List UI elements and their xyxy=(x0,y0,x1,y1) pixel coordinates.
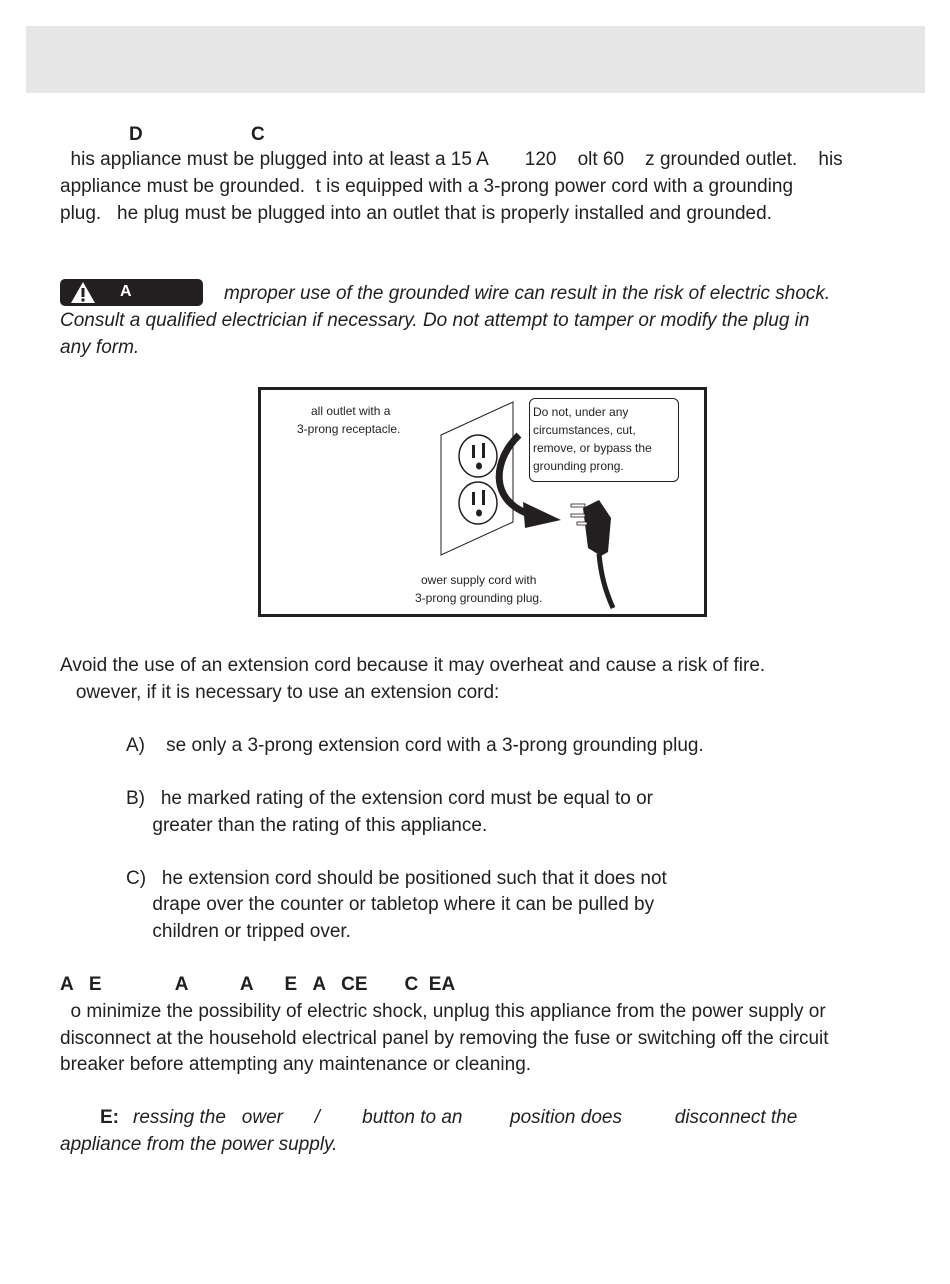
page-header-bar xyxy=(26,26,925,93)
section-heading-part-2: C xyxy=(251,124,265,145)
warning-text-line: Consult a qualified electrician if necessary. Do not attempt to tamper or modify the plug in xyxy=(60,310,810,331)
warning-badge-label: A xyxy=(120,283,132,300)
callout-text-line: remove, or bypass the xyxy=(533,441,652,455)
note-text-line: ressing the ower / button to an position does disconnect the xyxy=(133,1107,798,1128)
extension-item-b-line: greater than the rating of this appliance. xyxy=(126,815,488,836)
maintenance-paragraph-line: o minimize the possibility of electric shock, unplug this appliance from the power supply or xyxy=(60,1001,826,1022)
maintenance-paragraph-line: disconnect at the household electrical panel by removing the fuse or switching off the circuit xyxy=(60,1028,829,1049)
extension-item-c-line: children or tripped over. xyxy=(126,921,351,942)
grounding-paragraph-line: plug. he plug must be plugged into an outlet that is properly installed and grounded. xyxy=(60,203,772,224)
grounding-paragraph-line: his appliance must be plugged into at least a 15 A 120 olt 60 z grounded outlet. his xyxy=(60,149,843,170)
extension-item-b-line: B) he marked rating of the extension cord must be equal to or xyxy=(126,788,654,809)
extension-intro-line: owever, if it is necessary to use an extension cord: xyxy=(60,682,500,703)
extension-item-c-line: C) he extension cord should be positioned such that it does not xyxy=(126,868,667,889)
cord-label-line: 3-prong grounding plug. xyxy=(415,591,543,605)
outlet-illustration xyxy=(258,387,707,617)
warning-triangle-icon xyxy=(70,281,96,304)
extension-item-a: A) se only a 3-prong extension cord with a 3-prong grounding plug. xyxy=(126,735,704,756)
outlet-label-line: all outlet with a xyxy=(311,404,391,418)
callout-text-line: grounding prong. xyxy=(533,459,624,473)
grounding-paragraph-line: appliance must be grounded. t is equipped with a 3-prong power cord with a grounding xyxy=(60,176,794,197)
callout-text-line: Do not, under any xyxy=(533,405,629,419)
callout-text-line: circumstances, cut, xyxy=(533,423,636,437)
extension-intro-line: Avoid the use of an extension cord because it may overheat and cause a risk of fire. xyxy=(60,655,766,676)
cord-label-line: ower supply cord with xyxy=(421,573,537,587)
maintenance-heading: A E A A E A CE C EA xyxy=(60,974,456,995)
warning-text-line: any form. xyxy=(60,337,140,358)
warning-callout xyxy=(529,398,679,482)
maintenance-paragraph-line: breaker before attempting any maintenance or cleaning. xyxy=(60,1054,532,1075)
section-heading-part-1: D xyxy=(129,124,143,145)
warning-badge xyxy=(60,279,203,306)
outlet-label-line: 3-prong receptacle. xyxy=(297,422,401,436)
warning-text-line: mproper use of the grounded wire can result in the risk of electric shock. xyxy=(224,283,831,304)
note-label: E: xyxy=(100,1107,119,1128)
note-text-line: appliance from the power supply. xyxy=(60,1134,338,1155)
extension-item-c-line: drape over the counter or tabletop where it can be pulled by xyxy=(126,894,655,915)
